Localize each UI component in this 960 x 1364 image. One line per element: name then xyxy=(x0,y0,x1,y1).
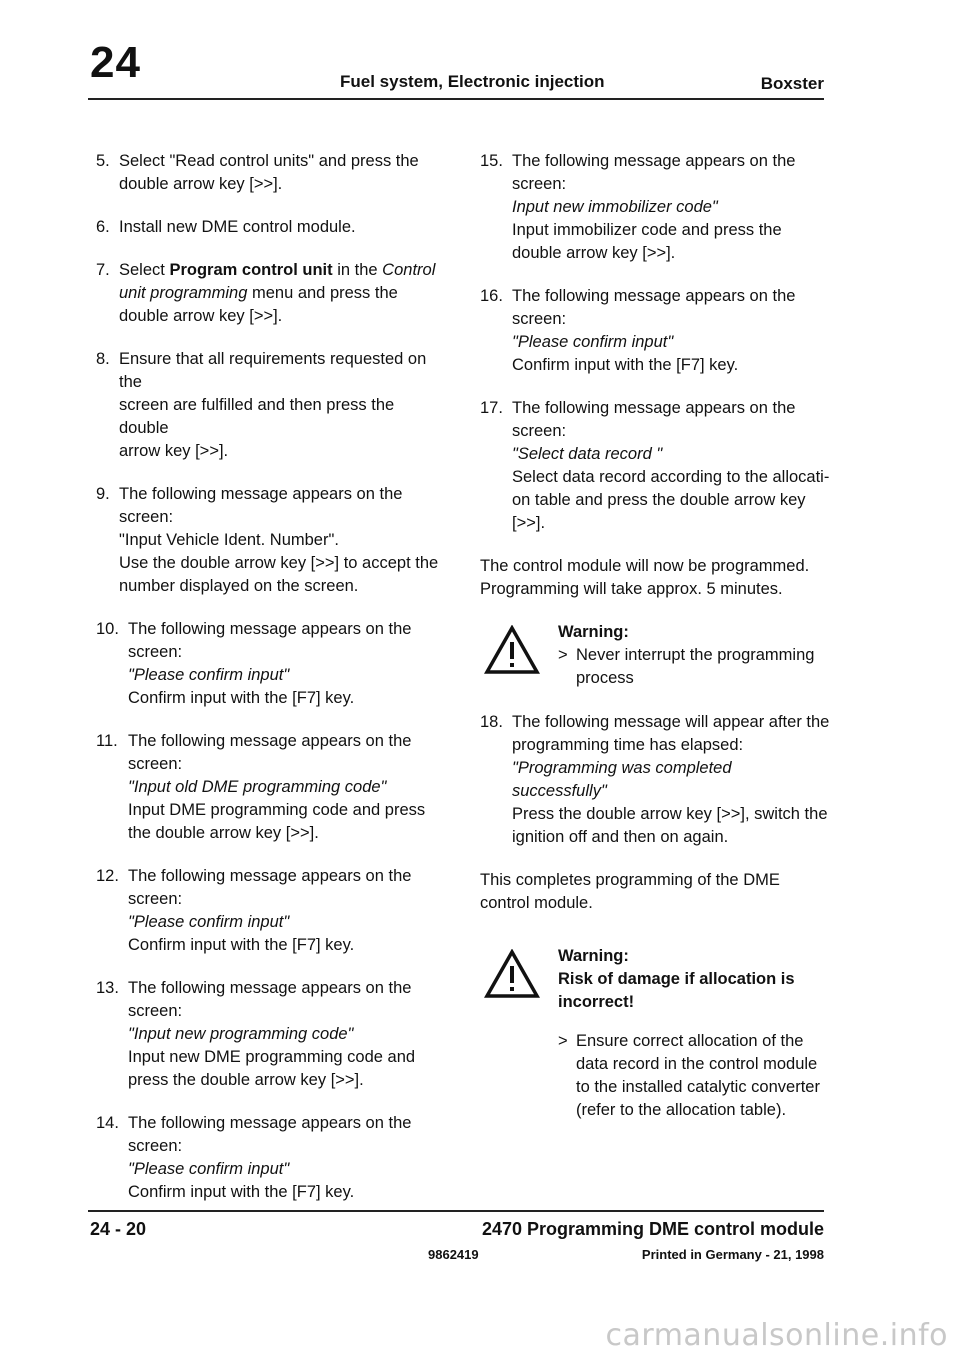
bullet-marker: > xyxy=(558,646,568,664)
step-16 xyxy=(480,285,830,377)
step-text: screen are fulfilled and then press the double xyxy=(119,396,395,437)
watermark: carmanualsonline.info xyxy=(605,1318,948,1353)
footer-rule xyxy=(88,1210,824,1212)
step-number: 17. xyxy=(480,399,503,417)
step-text: The following message appears on the screen: xyxy=(512,399,796,440)
step-text: The following message appears on the screen: xyxy=(128,620,412,661)
step-13 xyxy=(96,977,446,1092)
screen-message: "Please confirm input" xyxy=(128,1160,290,1178)
step-number: 10. xyxy=(96,620,119,638)
step-11 xyxy=(96,730,446,845)
warning-title: Warning: xyxy=(558,947,629,965)
step-text: Confirm input with the [F7] key. xyxy=(128,1183,355,1201)
step-text: The following message appears on the screen: xyxy=(128,732,412,773)
menu-item-name: Program control unit xyxy=(169,261,333,279)
step-text: The following message appears on the screen: xyxy=(128,867,412,908)
step-15 xyxy=(480,150,830,265)
warning-triangle-icon xyxy=(484,625,540,675)
step-text: The following message appears on the screen: xyxy=(128,979,412,1020)
screen-message: "Please confirm input" xyxy=(128,666,290,684)
step-number: 12. xyxy=(96,867,119,885)
step-17 xyxy=(480,397,830,535)
step-number: 7. xyxy=(96,261,110,279)
screen-message: "Select data record " xyxy=(512,445,663,463)
step-number: 18. xyxy=(480,713,503,731)
warning-title: Warning: xyxy=(558,623,629,641)
step-text: arrow key [>>]. xyxy=(119,442,229,460)
header-rule xyxy=(88,98,824,100)
step-text: The following message will appear after the programming time has elapsed: xyxy=(512,713,830,754)
step-5 xyxy=(96,150,446,196)
step-8 xyxy=(96,348,446,463)
screen-message: "Please confirm input" xyxy=(128,913,290,931)
completion-note: This completes programming of the DME control module. xyxy=(480,871,780,912)
step-text: Install new DME control module. xyxy=(119,218,356,236)
step-number: 14. xyxy=(96,1114,119,1132)
step-text: Select "Read control units" and press the xyxy=(119,152,419,170)
step-12 xyxy=(96,865,446,957)
step-text: menu and press the double arrow key [>>]. xyxy=(119,284,398,325)
warning-text: Ensure correct allocation of the data record in the control module to the installed catalytic converter (refer to the allocation table). xyxy=(576,1032,820,1119)
step-text: double arrow key [>>]. xyxy=(119,175,283,193)
step-text: Use the double arrow key [>>] to accept the xyxy=(119,554,439,572)
step-7 xyxy=(96,259,446,328)
step-text: Input new DME programming code and press the double arrow key [>>]. xyxy=(128,1048,416,1089)
step-6 xyxy=(96,216,446,239)
programming-note: The control module will now be programmed. Programming will take approx. 5 minutes. xyxy=(480,557,810,598)
step-text: Confirm input with the [F7] key. xyxy=(128,689,355,707)
header-model: Boxster xyxy=(760,74,824,93)
step-text: Confirm input with the [F7] key. xyxy=(128,936,355,954)
step-text: The following message appears on the screen: xyxy=(512,152,796,193)
step-text: Select xyxy=(119,261,170,279)
menu-name: Control unit programming xyxy=(119,261,436,302)
step-number: 11. xyxy=(96,732,118,750)
warning-subtitle: Risk of damage if allocation is incorrect! xyxy=(558,970,795,1011)
right-column xyxy=(480,150,830,1142)
step-text: The following message appears on the screen: xyxy=(512,287,796,328)
screen-message: Input new immobilizer code" xyxy=(512,198,718,216)
step-text: Input immobilizer code and press the double arrow key [>>]. xyxy=(512,221,782,262)
warning-triangle-icon xyxy=(484,949,540,999)
step-text: Input DME programming code and press the double arrow key [>>]. xyxy=(128,801,426,842)
footer-printed-note: Printed in Germany - 21, 1998 xyxy=(641,1247,824,1262)
warning-bullet xyxy=(558,644,830,690)
step-number: 5. xyxy=(96,152,110,170)
warning-box xyxy=(480,621,830,691)
step-text: number displayed on the screen. xyxy=(119,577,359,595)
screen-message: "Input old DME programming code" xyxy=(128,778,387,796)
header-title: Fuel system, Electronic injection xyxy=(340,72,605,91)
step-number: 6. xyxy=(96,218,110,236)
step-text: The following message appears on the screen: xyxy=(119,485,403,526)
screen-message: "Programming was completed successfully" xyxy=(512,759,732,800)
step-text: The following message appears on the screen: xyxy=(128,1114,412,1155)
step-14 xyxy=(96,1112,446,1204)
screen-message: "Input Vehicle Ident. Number". xyxy=(119,531,339,549)
warning-bullet xyxy=(558,1030,830,1122)
step-text: Ensure that all requirements requested on the xyxy=(119,350,427,391)
warning-text: Never interrupt the programming process xyxy=(576,646,815,687)
step-number: 9. xyxy=(96,485,110,503)
step-number: 8. xyxy=(96,350,110,368)
step-9 xyxy=(96,483,446,598)
chapter-number: 24 xyxy=(90,38,141,87)
warning-box xyxy=(480,945,830,1122)
step-18 xyxy=(480,711,830,849)
step-10 xyxy=(96,618,446,710)
screen-message: "Please confirm input" xyxy=(512,333,674,351)
footer-document-code: 9862419 xyxy=(428,1247,479,1262)
step-text: Select data record according to the allocati-on table and press the double arrow key [>>]. xyxy=(512,468,830,532)
step-number: 16. xyxy=(480,287,503,305)
step-text: Confirm input with the [F7] key. xyxy=(512,356,739,374)
bullet-marker: > xyxy=(558,1032,568,1050)
footer-page-number: 24 - 20 xyxy=(90,1219,147,1239)
step-text: in the xyxy=(332,261,383,279)
step-text: Press the double arrow key [>>], switch the ignition off and then on again. xyxy=(512,805,828,846)
step-number: 13. xyxy=(96,979,119,997)
step-number: 15. xyxy=(480,152,503,170)
footer-section-title: 2470 Programming DME control module xyxy=(481,1219,824,1239)
screen-message: "Input new programming code" xyxy=(128,1025,354,1043)
left-column xyxy=(96,150,446,1224)
